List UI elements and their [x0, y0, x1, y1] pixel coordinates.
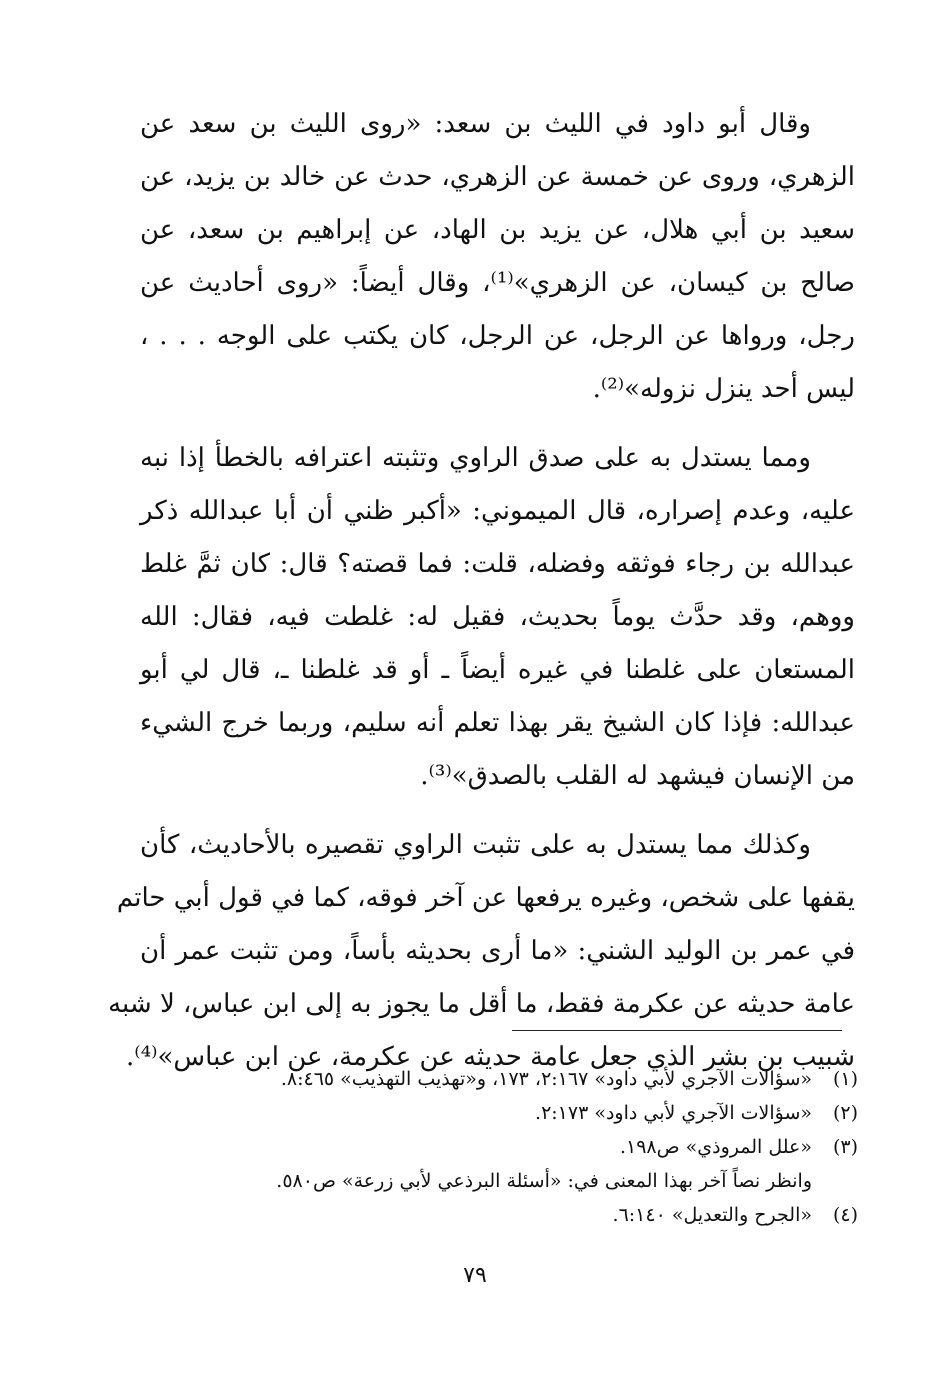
- text-line: رجل، ورواها عن الرجل، عن الرجل، كان يكتب على الوجه . . . ،: [140, 321, 855, 351]
- footnote-number: (٤): [832, 1204, 858, 1226]
- text-line: عبدالله: فإذا كان الشيخ يقر بهذا تعلم أنه سليم، وربما خرج الشيء: [140, 708, 855, 738]
- text-line: ومما يستدل به على صدق الراوي وتثبته اعترافه بالخطأ إذا نبه: [140, 443, 811, 473]
- footnote-text: «علل المروذي» ص١٩٨.: [619, 1136, 812, 1158]
- footnote-number: (٢): [832, 1102, 858, 1124]
- footnote-1: [190, 1062, 858, 1096]
- footnote-3: [190, 1130, 858, 1164]
- text-line: شبيب بن بشر الذي جعل عامة حديثه عن عكرمة، عن ابن عباس»⁽⁴⁾.: [126, 1042, 855, 1072]
- footnote-text: «سؤالات الآجري لأبي داود» ٢:١٧٣.: [535, 1102, 812, 1124]
- text-line: يقفها على شخص، وغيره يرفعها عن آخر فوقه، كما في قول أبي حاتم: [116, 883, 855, 913]
- footnote-text: وانظر نصاً آخر بهذا المعنى في: «أسئلة البرذعي لأبي زرعة» ص٥٨٠.: [276, 1170, 812, 1192]
- text-line: عبدالله بن رجاء فوثقه وفضله، قلت: فما قصته؟ قال: كان ثمَّ غلط: [140, 549, 855, 579]
- footnote-separator: [512, 1030, 842, 1031]
- text-line: عامة حديثه عن عكرمة فقط، ما أقل ما يجوز به إلى ابن عباس، لا شبه: [108, 989, 855, 1019]
- footnote-number: (١): [832, 1068, 858, 1090]
- text-line: الزهري، وروى عن خمسة عن الزهري، حدث عن خالد بن يزيد، عن: [140, 162, 855, 192]
- footnotes: [190, 1062, 858, 1232]
- text-line: عليه، وعدم إصراره، قال الميموني: «أكبر ظني أن أبا عبدالله ذكر: [140, 496, 855, 526]
- footnote-text: «الجرح والتعديل» ٦:١٤٠.: [612, 1204, 812, 1226]
- paragraph-gap: [140, 803, 855, 819]
- text-line: ليس أحد ينزل نزوله»⁽²⁾.: [592, 374, 855, 404]
- text-line: سعيد بن أبي هلال، عن يزيد بن الهاد، عن إبراهيم بن سعد، عن: [140, 215, 855, 245]
- paragraph-1: [140, 98, 855, 416]
- text-line: ووهم، وقد حدَّث يوماً بحديث، فقيل له: غلطت فيه، فقال: الله: [140, 602, 855, 632]
- text-line: وكذلك مما يستدل به على تثبت الراوي تقصيره بالأحاديث، كأن: [140, 830, 811, 860]
- page-number: ٧٩: [463, 1263, 487, 1288]
- paragraph-3: [108, 819, 855, 1084]
- footnote-3-continuation: [190, 1164, 858, 1198]
- footnote-text: «سؤالات الآجري لأبي داود» ٢:١٦٧، ١٧٣، و«تهذيب التهذيب» ٨:٤٦٥.: [280, 1068, 812, 1090]
- paragraph-2: [140, 432, 855, 803]
- text-line: وقال أبو داود في الليث بن سعد: «روى الليث بن سعد عن: [140, 109, 811, 139]
- text-line: في عمر بن الوليد الشني: «ما أرى بحديثه بأساً، ومن تثبت عمر أن: [140, 936, 855, 966]
- paragraph-gap: [140, 416, 855, 432]
- footnote-2: [190, 1096, 858, 1130]
- main-text: [108, 98, 855, 1084]
- text-line: صالح بن كيسان، عن الزهري»⁽¹⁾، وقال أيضاً: «روى أحاديث عن: [140, 268, 855, 298]
- text-line: المستعان على غلطنا في غيره أيضاً ـ أو قد غلطنا ـ، قال لي أبو: [140, 655, 855, 685]
- text-line: من الإنسان فيشهد له القلب بالصدق»⁽³⁾.: [420, 761, 855, 791]
- footnote-number: (٣): [832, 1136, 858, 1158]
- footnote-4: [190, 1198, 858, 1232]
